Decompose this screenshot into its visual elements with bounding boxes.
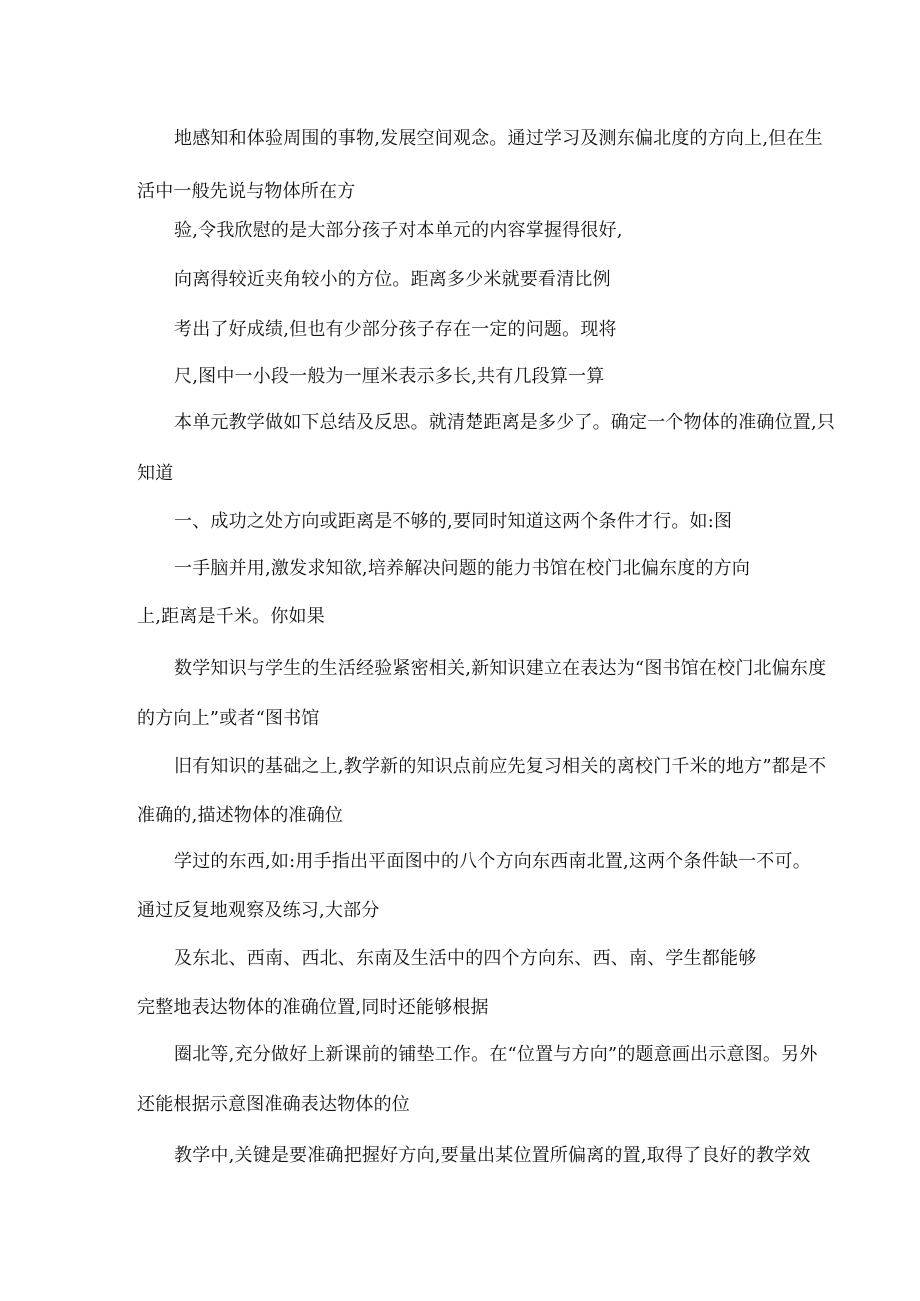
- text-line: 尺,图中一小段一般为一厘米表示多长,共有几段算一算: [174, 366, 605, 387]
- text-line: 的方向上”或者“图书馆: [137, 708, 320, 729]
- text-line: 通过反复地观察及练习,大部分: [137, 900, 380, 921]
- text-line: 知道: [137, 463, 174, 484]
- text-line: 一手脑并用,激发求知欲,培养解决问题的能力书馆在校门北偏东度的方向: [174, 558, 751, 579]
- text-line: 及东北、西南、西北、东南及生活中的四个方向东、西、南、学生都能够: [174, 948, 757, 969]
- text-line: 旧有知识的基础之上,教学新的知识点前应先复习相关的离校门千米的地方”都是不: [174, 756, 827, 777]
- text-line: 验,令我欣慰的是大部分孩子对本单元的内容掌握得很好,: [174, 220, 623, 241]
- text-line: 地感知和体验周围的事物,发展空间观念。通过学习及测东偏北度的方向上,但在生: [174, 128, 823, 149]
- text-line: 完整地表达物体的准确位置,同时还能够根据: [137, 997, 489, 1018]
- text-line: 向离得较近夹角较小的方位。距离多少米就要看清比例: [174, 269, 611, 290]
- text-line: 数学知识与学生的生活经验紧密相关,新知识建立在表达为“图书馆在校门北偏东度: [174, 658, 827, 679]
- text-line: 准确的,描述物体的准确位: [137, 805, 344, 826]
- text-line: 本单元教学做如下总结及反思。就清楚距离是多少了。确定一个物体的准确位置,只: [174, 412, 836, 433]
- text-line: 教学中,关键是要准确把握好方向,要量出某位置所偏离的置,取得了良好的教学效: [174, 1145, 811, 1166]
- text-line: 考出了好成绩,但也有少部分孩子存在一定的问题。现将: [174, 319, 617, 340]
- text-line: 活中一般先说与物体所在方: [137, 181, 356, 202]
- text-line: 上,距离是千米。你如果: [137, 606, 325, 627]
- text-line: 学过的东西,如:用手指出平面图中的八个方向东西南北置,这两个条件缺一不可。: [174, 851, 811, 872]
- text-line: 还能根据示意图准确表达物体的位: [137, 1094, 410, 1115]
- text-line: 一、成功之处方向或距离是不够的,要同时知道这两个条件才行。如:图: [174, 511, 733, 532]
- text-line: 圈北等,充分做好上新课前的铺垫工作。在“位置与方向”的题意画出示意图。另外: [174, 1044, 818, 1065]
